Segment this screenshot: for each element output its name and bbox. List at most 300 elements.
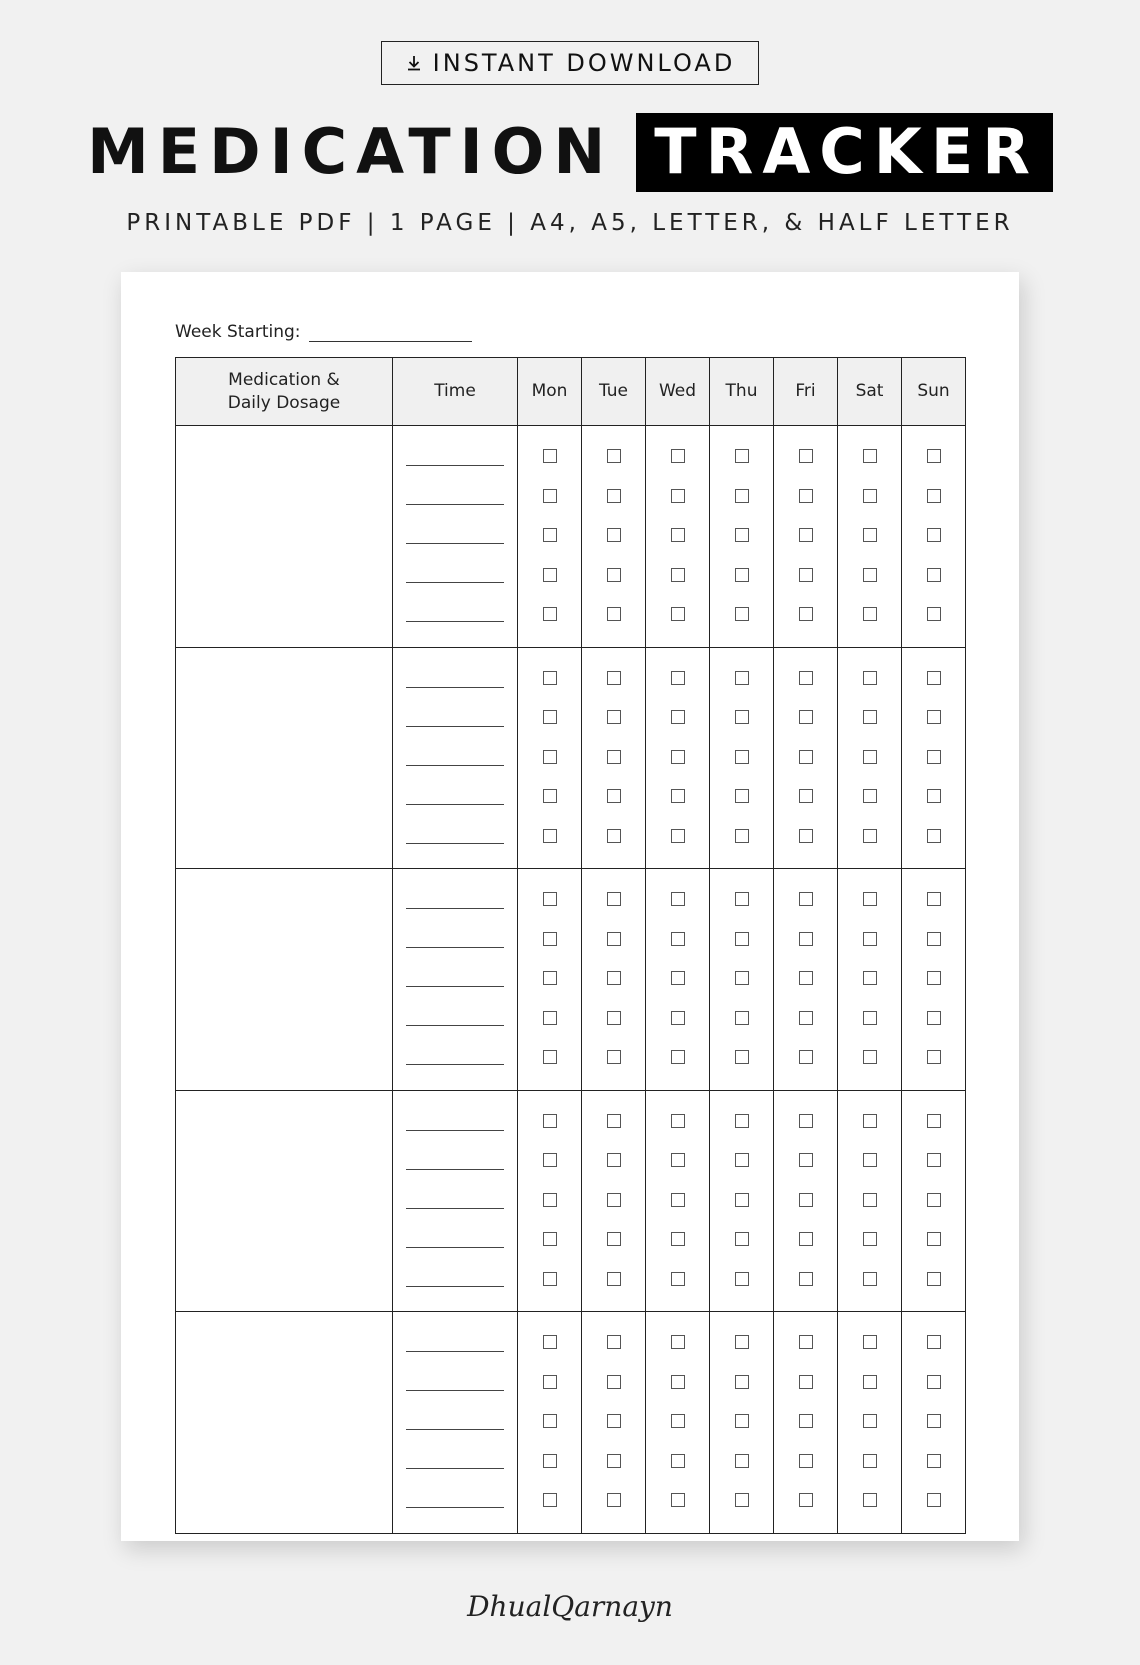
checkbox-column bbox=[582, 426, 645, 647]
dose-checkbox[interactable] bbox=[607, 671, 621, 685]
dose-checkbox[interactable] bbox=[607, 1050, 621, 1064]
dose-checkbox[interactable] bbox=[863, 789, 877, 803]
day-cell bbox=[710, 647, 774, 869]
dose-checkbox[interactable] bbox=[671, 607, 685, 621]
day-cell bbox=[646, 1312, 710, 1534]
dose-checkbox[interactable] bbox=[543, 607, 557, 621]
checkbox-column bbox=[774, 869, 837, 1090]
dose-checkbox[interactable] bbox=[543, 1050, 557, 1064]
dose-checkbox[interactable] bbox=[543, 1232, 557, 1246]
checkbox-column bbox=[646, 648, 709, 869]
dose-checkbox[interactable] bbox=[927, 1375, 941, 1389]
checkbox-column bbox=[582, 869, 645, 1090]
table-row bbox=[176, 869, 966, 1091]
dose-checkbox[interactable] bbox=[607, 607, 621, 621]
dose-checkbox[interactable] bbox=[607, 489, 621, 503]
dose-checkbox[interactable] bbox=[927, 568, 941, 582]
dose-checkbox[interactable] bbox=[543, 971, 557, 985]
day-cell bbox=[518, 869, 582, 1091]
dose-checkbox[interactable] bbox=[543, 449, 557, 463]
dose-checkbox[interactable] bbox=[863, 568, 877, 582]
day-cell bbox=[774, 647, 838, 869]
dose-checkbox[interactable] bbox=[671, 892, 685, 906]
dose-checkbox[interactable] bbox=[607, 528, 621, 542]
dose-checkbox[interactable] bbox=[799, 568, 813, 582]
dose-checkbox[interactable] bbox=[543, 671, 557, 685]
dose-checkbox[interactable] bbox=[799, 1272, 813, 1286]
week-starting-row bbox=[175, 322, 472, 342]
dose-checkbox[interactable] bbox=[543, 1414, 557, 1428]
dose-checkbox[interactable] bbox=[927, 932, 941, 946]
day-cell bbox=[582, 1312, 646, 1534]
page-subtitle: PRINTABLE PDF | 1 PAGE | A4, A5, LETTER, & HALF LETTER bbox=[126, 210, 1014, 236]
dose-checkbox[interactable] bbox=[735, 1335, 749, 1349]
day-cell bbox=[774, 1090, 838, 1312]
dose-checkbox[interactable] bbox=[543, 710, 557, 724]
day-cell bbox=[838, 1312, 902, 1534]
checkbox-column bbox=[582, 648, 645, 869]
time-blank[interactable] bbox=[406, 766, 504, 805]
dose-checkbox[interactable] bbox=[543, 1153, 557, 1167]
header-sat: Sat bbox=[838, 358, 902, 426]
dose-checkbox[interactable] bbox=[799, 789, 813, 803]
dose-checkbox[interactable] bbox=[799, 449, 813, 463]
checkbox-column bbox=[902, 1091, 965, 1312]
day-cell bbox=[902, 1312, 966, 1534]
medication-cell[interactable] bbox=[176, 426, 393, 648]
day-cell bbox=[902, 869, 966, 1091]
week-starting-blank[interactable] bbox=[309, 325, 472, 342]
dose-checkbox[interactable] bbox=[927, 789, 941, 803]
checkbox-column bbox=[838, 1312, 901, 1533]
checkbox-column bbox=[902, 1312, 965, 1533]
dose-checkbox[interactable] bbox=[607, 1272, 621, 1286]
download-icon bbox=[405, 54, 423, 72]
title-word-tracker: TRACKER bbox=[636, 113, 1053, 192]
dose-checkbox[interactable] bbox=[543, 528, 557, 542]
dose-checkbox[interactable] bbox=[607, 568, 621, 582]
day-cell bbox=[902, 426, 966, 648]
dose-checkbox[interactable] bbox=[735, 1272, 749, 1286]
checkbox-column bbox=[902, 648, 965, 869]
badge-label: INSTANT DOWNLOAD bbox=[432, 49, 736, 77]
dose-checkbox[interactable] bbox=[543, 892, 557, 906]
dose-checkbox[interactable] bbox=[543, 1011, 557, 1025]
dose-checkbox[interactable] bbox=[863, 971, 877, 985]
day-cell bbox=[582, 426, 646, 648]
dose-checkbox[interactable] bbox=[607, 1493, 621, 1507]
dose-checkbox[interactable] bbox=[735, 449, 749, 463]
dose-checkbox[interactable] bbox=[607, 750, 621, 764]
day-cell bbox=[838, 869, 902, 1091]
table-body bbox=[176, 426, 966, 1534]
dose-checkbox[interactable] bbox=[927, 489, 941, 503]
dose-checkbox[interactable] bbox=[799, 1011, 813, 1025]
time-lines bbox=[393, 1312, 517, 1508]
checkbox-column bbox=[646, 1312, 709, 1533]
header-mon: Mon bbox=[518, 358, 582, 426]
dose-checkbox[interactable] bbox=[863, 1153, 877, 1167]
dose-checkbox[interactable] bbox=[543, 568, 557, 582]
dose-checkbox[interactable] bbox=[927, 671, 941, 685]
dose-checkbox[interactable] bbox=[543, 1454, 557, 1468]
dose-checkbox[interactable] bbox=[863, 710, 877, 724]
dose-checkbox[interactable] bbox=[863, 1050, 877, 1064]
dose-checkbox[interactable] bbox=[735, 750, 749, 764]
dose-checkbox[interactable] bbox=[735, 1414, 749, 1428]
dose-checkbox[interactable] bbox=[799, 1153, 813, 1167]
time-blank[interactable] bbox=[406, 727, 504, 766]
time-blank[interactable] bbox=[406, 1430, 504, 1469]
dose-checkbox[interactable] bbox=[735, 829, 749, 843]
checkbox-column bbox=[902, 869, 965, 1090]
dose-checkbox[interactable] bbox=[927, 1193, 941, 1207]
dose-checkbox[interactable] bbox=[671, 449, 685, 463]
checkbox-column bbox=[710, 648, 773, 869]
dose-checkbox[interactable] bbox=[735, 789, 749, 803]
time-lines bbox=[393, 426, 517, 622]
dose-checkbox[interactable] bbox=[735, 1011, 749, 1025]
dose-checkbox[interactable] bbox=[543, 1375, 557, 1389]
dose-checkbox[interactable] bbox=[927, 971, 941, 985]
dose-checkbox[interactable] bbox=[735, 568, 749, 582]
dose-checkbox[interactable] bbox=[799, 1335, 813, 1349]
dose-checkbox[interactable] bbox=[799, 1493, 813, 1507]
dose-checkbox[interactable] bbox=[799, 1414, 813, 1428]
day-cell bbox=[646, 426, 710, 648]
time-blank[interactable] bbox=[406, 909, 504, 948]
dose-checkbox[interactable] bbox=[863, 671, 877, 685]
dose-checkbox[interactable] bbox=[863, 1272, 877, 1286]
dose-checkbox[interactable] bbox=[543, 1114, 557, 1128]
day-cell bbox=[646, 869, 710, 1091]
time-blank[interactable] bbox=[406, 987, 504, 1026]
dose-checkbox[interactable] bbox=[863, 1193, 877, 1207]
dose-checkbox[interactable] bbox=[799, 750, 813, 764]
dose-checkbox[interactable] bbox=[671, 789, 685, 803]
checkbox-column bbox=[646, 1091, 709, 1312]
time-cell bbox=[393, 869, 518, 1091]
checkbox-column bbox=[646, 426, 709, 647]
dose-checkbox[interactable] bbox=[607, 932, 621, 946]
dose-checkbox[interactable] bbox=[607, 1153, 621, 1167]
dose-checkbox[interactable] bbox=[927, 710, 941, 724]
time-blank[interactable] bbox=[406, 948, 504, 987]
dose-checkbox[interactable] bbox=[863, 750, 877, 764]
medication-cell[interactable] bbox=[176, 869, 393, 1091]
day-cell bbox=[518, 1312, 582, 1534]
dose-checkbox[interactable] bbox=[927, 1232, 941, 1246]
medication-cell[interactable] bbox=[176, 1090, 393, 1312]
dose-checkbox[interactable] bbox=[671, 829, 685, 843]
time-cell bbox=[393, 647, 518, 869]
time-blank[interactable] bbox=[406, 1248, 504, 1287]
time-blank[interactable] bbox=[406, 805, 504, 844]
dose-checkbox[interactable] bbox=[799, 710, 813, 724]
tracker-sheet bbox=[121, 272, 1019, 1541]
medication-table bbox=[175, 357, 966, 1534]
dose-checkbox[interactable] bbox=[607, 789, 621, 803]
dose-checkbox[interactable] bbox=[543, 1493, 557, 1507]
day-cell bbox=[518, 426, 582, 648]
dose-checkbox[interactable] bbox=[927, 892, 941, 906]
header-thu: Thu bbox=[710, 358, 774, 426]
time-lines bbox=[393, 869, 517, 1065]
checkbox-column bbox=[838, 426, 901, 647]
dose-checkbox[interactable] bbox=[671, 1493, 685, 1507]
dose-checkbox[interactable] bbox=[671, 1335, 685, 1349]
table-row bbox=[176, 647, 966, 869]
dose-checkbox[interactable] bbox=[735, 1114, 749, 1128]
dose-checkbox[interactable] bbox=[927, 829, 941, 843]
checkbox-column bbox=[710, 426, 773, 647]
time-blank[interactable] bbox=[406, 1026, 504, 1065]
dose-checkbox[interactable] bbox=[607, 1114, 621, 1128]
day-cell bbox=[710, 1090, 774, 1312]
dose-checkbox[interactable] bbox=[735, 1232, 749, 1246]
dose-checkbox[interactable] bbox=[927, 1272, 941, 1286]
checkbox-column bbox=[518, 1091, 581, 1312]
dose-checkbox[interactable] bbox=[863, 607, 877, 621]
dose-checkbox[interactable] bbox=[863, 1493, 877, 1507]
checkbox-column bbox=[774, 426, 837, 647]
dose-checkbox[interactable] bbox=[735, 1050, 749, 1064]
dose-checkbox[interactable] bbox=[671, 1011, 685, 1025]
dose-checkbox[interactable] bbox=[927, 1114, 941, 1128]
header-medication bbox=[176, 358, 393, 426]
dose-checkbox[interactable] bbox=[799, 1375, 813, 1389]
day-cell bbox=[646, 647, 710, 869]
dose-checkbox[interactable] bbox=[543, 1335, 557, 1349]
dose-checkbox[interactable] bbox=[735, 671, 749, 685]
dose-checkbox[interactable] bbox=[543, 932, 557, 946]
dose-checkbox[interactable] bbox=[671, 568, 685, 582]
day-cell bbox=[710, 426, 774, 648]
checkbox-column bbox=[710, 1091, 773, 1312]
dose-checkbox[interactable] bbox=[799, 1232, 813, 1246]
time-blank[interactable] bbox=[406, 583, 504, 622]
header-wed: Wed bbox=[646, 358, 710, 426]
dose-checkbox[interactable] bbox=[543, 789, 557, 803]
day-cell bbox=[518, 1090, 582, 1312]
dose-checkbox[interactable] bbox=[735, 607, 749, 621]
dose-checkbox[interactable] bbox=[607, 710, 621, 724]
week-starting-label: Week Starting: bbox=[175, 322, 301, 342]
dose-checkbox[interactable] bbox=[671, 489, 685, 503]
dose-checkbox[interactable] bbox=[863, 932, 877, 946]
day-cell bbox=[902, 1090, 966, 1312]
dose-checkbox[interactable] bbox=[735, 1375, 749, 1389]
dose-checkbox[interactable] bbox=[863, 1335, 877, 1349]
checkbox-column bbox=[774, 648, 837, 869]
dose-checkbox[interactable] bbox=[543, 489, 557, 503]
table-row bbox=[176, 1312, 966, 1534]
dose-checkbox[interactable] bbox=[927, 528, 941, 542]
dose-checkbox[interactable] bbox=[863, 1375, 877, 1389]
dose-checkbox[interactable] bbox=[799, 892, 813, 906]
checkbox-column bbox=[838, 869, 901, 1090]
day-cell bbox=[710, 1312, 774, 1534]
dose-checkbox[interactable] bbox=[799, 489, 813, 503]
dose-checkbox[interactable] bbox=[671, 1232, 685, 1246]
time-blank[interactable] bbox=[406, 505, 504, 544]
day-cell bbox=[838, 647, 902, 869]
checkbox-column bbox=[902, 426, 965, 647]
header-fri: Fri bbox=[774, 358, 838, 426]
dose-checkbox[interactable] bbox=[863, 1414, 877, 1428]
dose-checkbox[interactable] bbox=[607, 1375, 621, 1389]
time-blank[interactable] bbox=[406, 1352, 504, 1391]
dose-checkbox[interactable] bbox=[671, 971, 685, 985]
dose-checkbox[interactable] bbox=[735, 971, 749, 985]
dose-checkbox[interactable] bbox=[671, 932, 685, 946]
day-cell bbox=[838, 1090, 902, 1312]
day-cell bbox=[518, 647, 582, 869]
dose-checkbox[interactable] bbox=[863, 1454, 877, 1468]
dose-checkbox[interactable] bbox=[671, 750, 685, 764]
dose-checkbox[interactable] bbox=[671, 528, 685, 542]
header-medication-text: Medication & Daily Dosage bbox=[227, 369, 341, 413]
dose-checkbox[interactable] bbox=[799, 1114, 813, 1128]
dose-checkbox[interactable] bbox=[927, 1011, 941, 1025]
dose-checkbox[interactable] bbox=[863, 449, 877, 463]
dose-checkbox[interactable] bbox=[671, 1193, 685, 1207]
dose-checkbox[interactable] bbox=[863, 1232, 877, 1246]
instant-download-badge[interactable] bbox=[381, 41, 759, 85]
day-cell bbox=[582, 1090, 646, 1312]
table-row bbox=[176, 1090, 966, 1312]
medication-cell[interactable] bbox=[176, 647, 393, 869]
dose-checkbox[interactable] bbox=[927, 607, 941, 621]
dose-checkbox[interactable] bbox=[671, 671, 685, 685]
time-blank[interactable] bbox=[406, 688, 504, 727]
dose-checkbox[interactable] bbox=[863, 1011, 877, 1025]
time-blank[interactable] bbox=[406, 1469, 504, 1508]
dose-checkbox[interactable] bbox=[607, 1011, 621, 1025]
checkbox-column bbox=[710, 1312, 773, 1533]
dose-checkbox[interactable] bbox=[671, 1414, 685, 1428]
dose-checkbox[interactable] bbox=[735, 932, 749, 946]
dose-checkbox[interactable] bbox=[607, 971, 621, 985]
checkbox-column bbox=[518, 869, 581, 1090]
day-cell bbox=[710, 869, 774, 1091]
dose-checkbox[interactable] bbox=[735, 489, 749, 503]
dose-checkbox[interactable] bbox=[799, 932, 813, 946]
dose-checkbox[interactable] bbox=[735, 892, 749, 906]
time-blank[interactable] bbox=[406, 1131, 504, 1170]
dose-checkbox[interactable] bbox=[671, 1050, 685, 1064]
dose-checkbox[interactable] bbox=[927, 1153, 941, 1167]
title-word-medication: MEDICATION bbox=[87, 115, 615, 188]
time-blank[interactable] bbox=[406, 1391, 504, 1430]
medication-cell[interactable] bbox=[176, 1312, 393, 1534]
dose-checkbox[interactable] bbox=[671, 1454, 685, 1468]
dose-checkbox[interactable] bbox=[735, 1454, 749, 1468]
dose-checkbox[interactable] bbox=[735, 1493, 749, 1507]
day-cell bbox=[582, 869, 646, 1091]
dose-checkbox[interactable] bbox=[735, 710, 749, 724]
dose-checkbox[interactable] bbox=[607, 1414, 621, 1428]
dose-checkbox[interactable] bbox=[927, 1493, 941, 1507]
dose-checkbox[interactable] bbox=[863, 528, 877, 542]
time-blank[interactable] bbox=[406, 544, 504, 583]
checkbox-column bbox=[518, 1312, 581, 1533]
checkbox-column bbox=[774, 1312, 837, 1533]
dose-checkbox[interactable] bbox=[735, 1193, 749, 1207]
dose-checkbox[interactable] bbox=[607, 1454, 621, 1468]
dose-checkbox[interactable] bbox=[927, 750, 941, 764]
dose-checkbox[interactable] bbox=[607, 1232, 621, 1246]
dose-checkbox[interactable] bbox=[799, 1193, 813, 1207]
checkbox-column bbox=[582, 1091, 645, 1312]
dose-checkbox[interactable] bbox=[543, 1193, 557, 1207]
day-cell bbox=[582, 647, 646, 869]
dose-checkbox[interactable] bbox=[799, 671, 813, 685]
header-tue: Tue bbox=[582, 358, 646, 426]
time-blank[interactable] bbox=[406, 1209, 504, 1248]
page-title bbox=[0, 112, 1140, 192]
checkbox-column bbox=[582, 1312, 645, 1533]
dose-checkbox[interactable] bbox=[607, 829, 621, 843]
time-cell bbox=[393, 426, 518, 648]
checkbox-column bbox=[646, 869, 709, 1090]
dose-checkbox[interactable] bbox=[927, 449, 941, 463]
time-cell bbox=[393, 1312, 518, 1534]
dose-checkbox[interactable] bbox=[799, 607, 813, 621]
dose-checkbox[interactable] bbox=[927, 1335, 941, 1349]
dose-checkbox[interactable] bbox=[927, 1414, 941, 1428]
dose-checkbox[interactable] bbox=[671, 1153, 685, 1167]
header-sun: Sun bbox=[902, 358, 966, 426]
dose-checkbox[interactable] bbox=[799, 1050, 813, 1064]
dose-checkbox[interactable] bbox=[927, 1050, 941, 1064]
dose-checkbox[interactable] bbox=[671, 1114, 685, 1128]
dose-checkbox[interactable] bbox=[607, 449, 621, 463]
dose-checkbox[interactable] bbox=[543, 829, 557, 843]
dose-checkbox[interactable] bbox=[671, 1272, 685, 1286]
day-cell bbox=[902, 647, 966, 869]
checkbox-column bbox=[838, 1091, 901, 1312]
dose-checkbox[interactable] bbox=[799, 1454, 813, 1468]
time-blank[interactable] bbox=[406, 1170, 504, 1209]
dose-checkbox[interactable] bbox=[863, 489, 877, 503]
dose-checkbox[interactable] bbox=[863, 892, 877, 906]
dose-checkbox[interactable] bbox=[735, 1153, 749, 1167]
dose-checkbox[interactable] bbox=[607, 1193, 621, 1207]
dose-checkbox[interactable] bbox=[607, 892, 621, 906]
table-header-row bbox=[176, 358, 966, 426]
dose-checkbox[interactable] bbox=[607, 1335, 621, 1349]
brand-signature: DhualQarnayn bbox=[467, 1590, 673, 1623]
day-cell bbox=[774, 1312, 838, 1534]
table-row bbox=[176, 426, 966, 648]
dose-checkbox[interactable] bbox=[671, 1375, 685, 1389]
time-blank[interactable] bbox=[406, 466, 504, 505]
dose-checkbox[interactable] bbox=[799, 528, 813, 542]
dose-checkbox[interactable] bbox=[863, 1114, 877, 1128]
dose-checkbox[interactable] bbox=[799, 971, 813, 985]
dose-checkbox[interactable] bbox=[543, 1272, 557, 1286]
dose-checkbox[interactable] bbox=[735, 528, 749, 542]
dose-checkbox[interactable] bbox=[863, 829, 877, 843]
checkbox-column bbox=[518, 426, 581, 647]
dose-checkbox[interactable] bbox=[671, 710, 685, 724]
day-cell bbox=[774, 869, 838, 1091]
dose-checkbox[interactable] bbox=[799, 829, 813, 843]
dose-checkbox[interactable] bbox=[543, 750, 557, 764]
dose-checkbox[interactable] bbox=[927, 1454, 941, 1468]
time-lines bbox=[393, 1091, 517, 1287]
